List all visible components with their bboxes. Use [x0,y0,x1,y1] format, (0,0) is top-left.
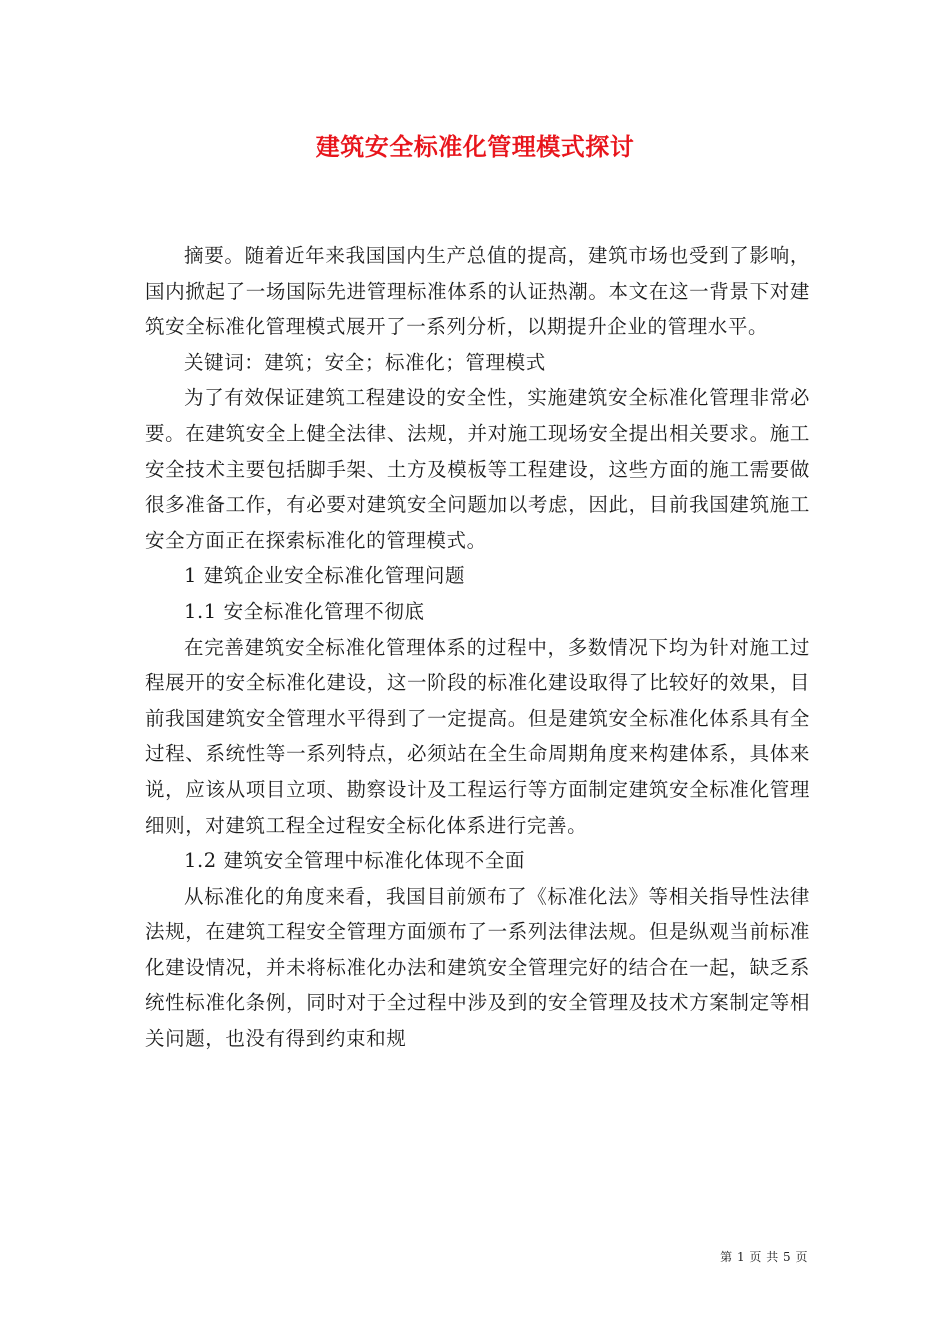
document-title: 建筑安全标准化管理模式探讨 [315,132,635,161]
page-number-footer: 第 1 页 共 5 页 [720,1250,808,1264]
subsection-heading-1-1: 1.1 安全标准化管理不彻底 [184,599,425,623]
intro-paragraph: 为了有效保证建筑工程建设的安全性，实施建筑安全标准化管理非常必要。在建筑安全上健全法律、法规，并对施工现场安全提出相关要求。施工安全技术主要包括脚手架、土方及模板等工程建设，这些方面的施工需要做很多准备工作，有必要对建筑安全问题加以考虑，因此，目前我国建筑施工安全方面正在探索标准化的管理模式。 [145,386,810,552]
keywords-line: 关键词：建筑；安全；标准化；管理模式 [184,350,546,374]
body-paragraph-1-1: 在完善建筑安全标准化管理体系的过程中，多数情况下均为针对施工过程展开的安全标准化建设，这一阶段的标准化建设取得了比较好的效果，目前我国建筑安全管理水平得到了一定提高。但是建筑安全标准化体系具有全过程、系统性等一系列特点，必须站在全生命周期角度来构建体系，具体来说，应该从项目立项、勘察设计及工程运行等方面制定建筑安全标准化管理细则，对建筑工程全过程安全标化体系进行完善。 [145,635,810,837]
body-paragraph-1-2: 从标准化的角度来看，我国目前颁布了《标准化法》等相关指导性法律法规，在建筑工程安全管理方面颁布了一系列法律法规。但是纵观当前标准化建设情况，并未将标准化办法和建筑安全管理完好的结合在一起，缺乏系统性标准化条例，同时对于全过程中涉及到的安全管理及技术方案制定等相关问题，也没有得到约束和规 [145,884,810,1051]
abstract-paragraph: 摘要。随着近年来我国国内生产总值的提高，建筑市场也受到了影响，国内掀起了一场国际先进管理标准体系的认证热潮。本文在这一背景下对建筑安全标准化管理模式展开了一系列分析，以期提升企业的管理水平。 [145,244,810,339]
section-heading-1: 1 建筑企业安全标准化管理问题 [184,564,466,588]
document-body [145,238,810,1057]
subsection-heading-1-2: 1.2 建筑安全管理中标准化体现不全面 [184,849,526,873]
